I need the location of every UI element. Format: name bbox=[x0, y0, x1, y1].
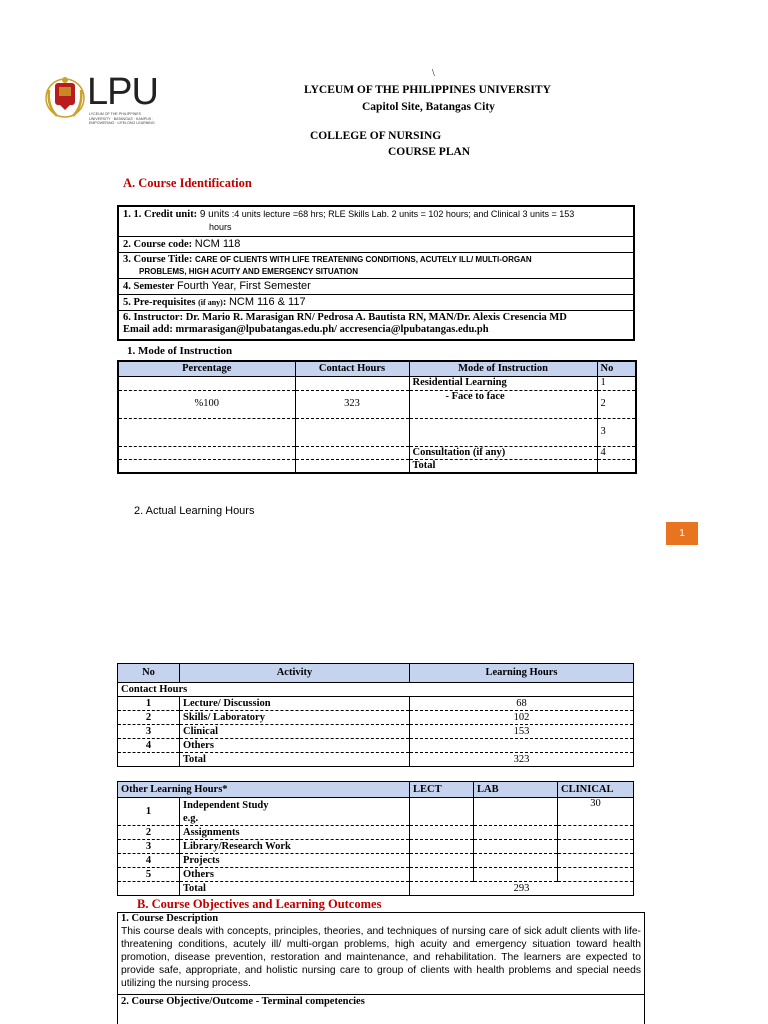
table-row bbox=[118, 854, 634, 868]
university-logo bbox=[45, 70, 165, 130]
row-no: 2 bbox=[118, 826, 180, 840]
other-learning-hours-table bbox=[117, 781, 634, 896]
credit-value-units: 9 units bbox=[199, 209, 230, 220]
mode-cell bbox=[409, 418, 597, 446]
semester-label: 4. Semester bbox=[123, 281, 175, 292]
course-description-heading: 1. Course Description bbox=[121, 913, 219, 924]
university-seal-icon bbox=[45, 70, 85, 126]
actual-learning-hours-title: 2. Actual Learning Hours bbox=[134, 505, 255, 517]
header-contact-hours: Contact Hours bbox=[295, 361, 409, 376]
table-row bbox=[118, 753, 634, 767]
instructor-row bbox=[119, 311, 633, 339]
course-title-row bbox=[119, 253, 633, 279]
instructor-email: Email add: mrmarasigan@lpubatangas.edu.ph/ accresencia@lpubatangas.edu.ph bbox=[123, 324, 489, 335]
header-learning-hours: Learning Hours bbox=[410, 664, 634, 683]
course-code-value: NCM 118 bbox=[194, 238, 241, 250]
course-objectives-box bbox=[117, 912, 645, 1024]
row-no: 4 bbox=[118, 739, 180, 753]
course-description-text: This course deals with concepts, principles, theories, and techniques of nursing care of sick adult clients with life-threatening conditions, acutely ill/ multi-organ problems, high acuity and emergency situation toward health promotion, disease prevention, restoration and maintenance, and rehabilitation. The learners are expected to provide safe, appropriate, and holistic nursing care to group of clients with health problems and special needs utilizing the nursing process. bbox=[121, 926, 641, 989]
no-cell: 2 bbox=[597, 390, 636, 418]
course-identification-box bbox=[117, 205, 635, 341]
header-lect: LECT bbox=[410, 782, 474, 798]
mode-of-instruction-title: 1. Mode of Instruction bbox=[127, 345, 233, 357]
page-number-badge: 1 bbox=[666, 522, 698, 545]
row-no: 2 bbox=[118, 711, 180, 725]
college-name: COLLEGE OF NURSING bbox=[310, 130, 442, 142]
course-objective-heading: 2. Course Objective/Outcome - Terminal competencies bbox=[121, 996, 365, 1007]
header-activity: Activity bbox=[180, 664, 410, 683]
document-type: COURSE PLAN bbox=[388, 146, 471, 158]
row-hours: 153 bbox=[410, 725, 634, 739]
no-cell bbox=[597, 459, 636, 473]
table-row bbox=[118, 418, 636, 446]
section-b-title: B. Course Objectives and Learning Outcomes bbox=[137, 897, 382, 911]
table-header-row bbox=[118, 664, 634, 683]
row-activity: Others bbox=[180, 739, 410, 753]
row-activity: Total bbox=[180, 753, 410, 767]
row-activity: Library/Research Work bbox=[180, 840, 410, 854]
row-no: 5 bbox=[118, 868, 180, 882]
table-row bbox=[118, 725, 634, 739]
table-row bbox=[118, 882, 634, 896]
group-contact-hours: Contact Hours bbox=[118, 683, 634, 697]
contact-hours-cell: 323 bbox=[295, 390, 409, 418]
independent-study-label: Independent Study bbox=[183, 799, 269, 811]
row-no: 3 bbox=[118, 725, 180, 739]
percentage-cell: %100 bbox=[118, 390, 295, 418]
header-clinical: CLINICAL bbox=[558, 782, 634, 798]
table-row bbox=[118, 868, 634, 882]
table-row bbox=[118, 390, 636, 418]
semester-value: Fourth Year, First Semester bbox=[176, 280, 311, 292]
row-activity: Clinical bbox=[180, 725, 410, 739]
stray-backslash: \ bbox=[432, 68, 435, 79]
course-title-value-cont: PROBLEMS, HIGH ACUITY AND EMERGENCY SITUATION bbox=[139, 267, 358, 276]
header-percentage: Percentage bbox=[118, 361, 295, 376]
row-activity: Others bbox=[180, 868, 410, 882]
table-row bbox=[118, 711, 634, 725]
total-value: 293 bbox=[410, 882, 634, 896]
logo-text: LPU bbox=[87, 71, 158, 113]
header-mode: Mode of Instruction bbox=[409, 361, 597, 376]
table-row bbox=[118, 446, 636, 459]
mode-cell: Consultation (if any) bbox=[409, 446, 597, 459]
table-row bbox=[118, 459, 636, 473]
mode-of-instruction-table bbox=[117, 360, 637, 474]
university-name: LYCEUM OF THE PHILIPPINES UNIVERSITY bbox=[304, 84, 551, 96]
table-row bbox=[118, 840, 634, 854]
credit-value-cont: hours bbox=[209, 222, 232, 232]
no-cell: 3 bbox=[597, 418, 636, 446]
course-title-value: CARE OF CLIENTS WITH LIFE TREATENING CONDITIONS, ACUTELY ILL/ MULTI-ORGAN bbox=[194, 255, 532, 264]
instructor-names: 6. Instructor: Dr. Mario R. Marasigan RN/ Pedrosa A. Bautista RN, MAN/Dr. Alexis Cresencia MD bbox=[123, 312, 567, 323]
credit-value: :4 units lecture =68 hrs; RLE Skills Lab. 2 units = 102 hours; and Clinical 3 units = 153 bbox=[229, 209, 575, 219]
table-row bbox=[118, 798, 634, 826]
header-lab: LAB bbox=[474, 782, 558, 798]
table-row bbox=[118, 739, 634, 753]
row-activity: Assignments bbox=[180, 826, 410, 840]
no-cell: 1 bbox=[597, 376, 636, 390]
row-no bbox=[118, 753, 180, 767]
row-activity: Lecture/ Discussion bbox=[180, 697, 410, 711]
table-row bbox=[118, 826, 634, 840]
mode-cell: - Face to face bbox=[409, 390, 597, 418]
campus-name: Capitol Site, Batangas City bbox=[362, 101, 495, 113]
course-code-label: 2. Course code: bbox=[123, 239, 193, 250]
header-other-learning-hours: Other Learning Hours* bbox=[118, 782, 410, 798]
course-description-section bbox=[118, 913, 644, 995]
row-no: 1 bbox=[118, 798, 180, 826]
row-activity: Total bbox=[180, 882, 410, 896]
prereq-value: NCM 116 & 117 bbox=[228, 296, 306, 308]
course-code-row bbox=[119, 237, 633, 253]
table-row bbox=[118, 683, 634, 697]
row-activity: Projects bbox=[180, 854, 410, 868]
table-row bbox=[118, 376, 636, 390]
prereq-note: (if any) bbox=[198, 298, 223, 307]
table-row bbox=[118, 697, 634, 711]
prereq-label: 5. Pre-requisites bbox=[123, 297, 196, 308]
row-hours: 68 bbox=[410, 697, 634, 711]
table-header-row bbox=[118, 361, 636, 376]
section-a-title: A. Course Identification bbox=[123, 176, 252, 190]
row-activity: Skills/ Laboratory bbox=[180, 711, 410, 725]
row-no: 4 bbox=[118, 854, 180, 868]
example-label: e.g. bbox=[183, 812, 199, 824]
row-activity bbox=[180, 798, 410, 826]
header-no: No bbox=[597, 361, 636, 376]
mode-cell: Total bbox=[409, 459, 597, 473]
course-title-label: 3. Course Title: bbox=[123, 254, 193, 265]
clinical-value: 30 bbox=[558, 798, 634, 826]
credit-unit-row bbox=[119, 207, 633, 237]
row-no: 3 bbox=[118, 840, 180, 854]
table-header-row bbox=[118, 782, 634, 798]
actual-learning-hours-table bbox=[117, 663, 634, 767]
header-no: No bbox=[118, 664, 180, 683]
row-no: 1 bbox=[118, 697, 180, 711]
semester-row bbox=[119, 279, 633, 295]
row-hours: 323 bbox=[410, 753, 634, 767]
mode-cell: Residential Learning bbox=[409, 376, 597, 390]
row-hours: 102 bbox=[410, 711, 634, 725]
prerequisites-row: 5. Pre-requisites (if any): NCM 116 & 117 bbox=[119, 295, 633, 311]
credit-label: 1. 1. Credit unit: bbox=[123, 209, 198, 220]
row-hours bbox=[410, 739, 634, 753]
no-cell: 4 bbox=[597, 446, 636, 459]
logo-fine-print: LYCEUM OF THE PHILIPPINES UNIVERSITY · BATANGAS · KAMPUS · EMPOWERING · LIFELONG LEARNING bbox=[89, 112, 155, 125]
